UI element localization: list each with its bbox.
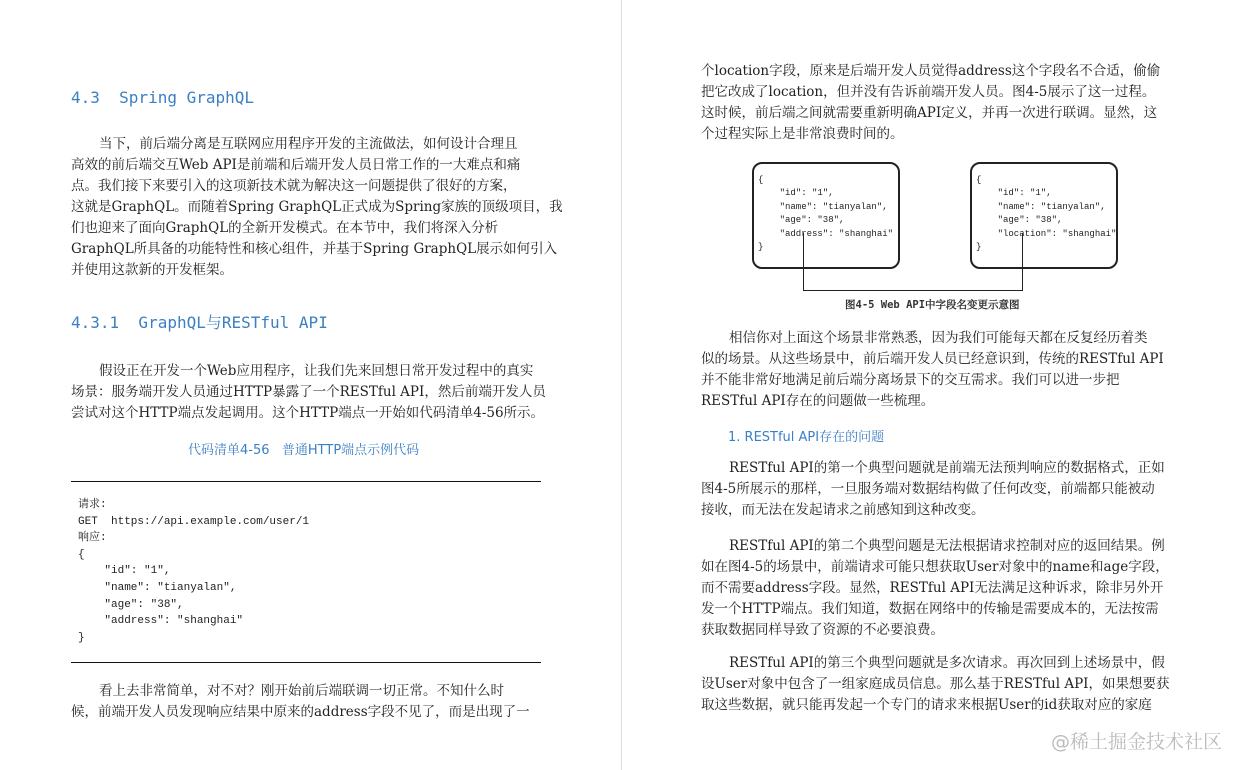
right-para-2 <box>701 328 1181 412</box>
text-line: 似的场景。从这些场景中，前后端开发人员已经意识到，传统的RESTful API <box>701 351 1164 367</box>
text-line: 点。我们接下来要引入的这项新技术就为解决这一问题提供了很好的方案， <box>71 178 517 194</box>
text-line: 个location字段，原来是后端开发人员觉得address这个字段名不合适，偷偷 <box>701 63 1161 79</box>
text-line: 相信你对上面这个场景非常熟悉，因为我们可能每天都在反复经历着类 <box>729 330 1148 346</box>
text-line: RESTful API的第二个典型问题是无法根据请求控制对应的返回结果。例 <box>729 538 1165 554</box>
text-line: 设User对象中包含了一组家庭成员信息。那么基于RESTful API，如果想要获 <box>701 676 1170 692</box>
text-line: RESTful API的第一个典型问题就是前端无法预判响应的数据格式，正如 <box>729 460 1165 476</box>
text-line: 发一个HTTP端点。我们知道，数据在网络中的传输是需要成本的，无法按需 <box>701 601 1159 617</box>
text-line: 看上去非常简单，对不对？刚开始前后端联调一切正常。不知什么时 <box>99 683 504 699</box>
listing-caption: 代码清单4-56 普通HTTP端点示例代码 <box>188 443 420 458</box>
problem-subheading: 1. RESTful API存在的问题 <box>728 430 885 445</box>
left-para-3 <box>71 681 551 723</box>
code-top-rule <box>71 481 541 482</box>
subsection-heading: 4.3.1 GraphQL与RESTful API <box>71 313 328 332</box>
text-line: 接收，而无法在发起请求之前感知到这种改变。 <box>701 502 985 518</box>
right-para-4 <box>701 536 1181 641</box>
text-line: RESTful API的第三个典型问题就是多次请求。再次回到上述场景中，假 <box>729 655 1165 671</box>
right-para-5 <box>701 653 1181 716</box>
code-bottom-rule <box>71 662 541 663</box>
box-code-before: { "id": "1", "name": "tianyalan", "age": "38", "address": "shanghai" } <box>758 175 894 253</box>
text-line: 假设正在开发一个Web应用程序，让我们先来回想日常开发过程中的真实 <box>99 363 534 379</box>
right-para-3 <box>701 458 1181 521</box>
text-line: GraphQL所具备的功能特性和核心组件，并基于Spring GraphQL展示如何引入 <box>71 241 558 257</box>
figure-caption: 图4-5 Web API中字段名变更示意图 <box>845 299 1020 311</box>
box-code-after: { "id": "1", "name": "tianyalan", "age": "38", "location": "shanghai" } <box>976 175 1117 253</box>
text-line: 个过程实际上是非常浪费时间的。 <box>701 126 904 142</box>
text-line: 而不需要address字段。显然，RESTful API无法满足这种诉求，除非另外开 <box>701 580 1164 596</box>
text-line: 高效的前后端交互Web API是前端和后端开发人员日常工作的一大难点和痛 <box>71 157 521 173</box>
text-line: 这就是GraphQL。而随着Spring GraphQL正式成为Spring家族的顶级项目，我 <box>71 199 563 215</box>
text-line: 当下，前后端分离是互联网应用程序开发的主流做法，如何设计合理且 <box>99 136 518 152</box>
text-line: 如在图4-5的场景中，前端请求可能只想获取User对象中的name和age字段， <box>701 559 1169 575</box>
text-line: 获取数据同样导致了资源的不必要浪费。 <box>701 622 944 638</box>
watermark: @稀土掘金技术社区 <box>1050 731 1222 753</box>
text-line: 把它改成了location，但并没有告诉前端开发人员。图4-5展示了这一过程。 <box>701 84 1156 100</box>
text-line: RESTful API存在的问题做一些梳理。 <box>701 393 935 409</box>
left-para-2 <box>71 361 551 424</box>
page-divider <box>621 0 622 770</box>
text-line: 这时候，前后端之间就需要重新明确API定义，并再一次进行联调。显然，这 <box>701 105 1158 121</box>
text-line: 并使用这款新的开发框架。 <box>71 262 233 278</box>
text-line: 候，前端开发人员发现响应结果中原来的address字段不见了，而是出现了一 <box>71 704 530 720</box>
left-para-1 <box>71 134 563 281</box>
code-listing: 请求: GET https://api.example.com/user/1 响应: { "id": "1", "name": "tianyalan", "age": "38", "address": "shanghai" } <box>78 499 310 644</box>
text-line: 尝试对这个HTTP端点发起调用。这个HTTP端点一开始如代码清单4-56所示。 <box>71 405 545 421</box>
figure-connector <box>803 233 1023 291</box>
right-para-1 <box>701 61 1181 145</box>
text-line: 场景：服务端开发人员通过HTTP暴露了一个RESTful API，然后前端开发人员 <box>71 384 546 400</box>
text-line: 并不能非常好地满足前后端分离场景下的交互需求。我们可以进一步把 <box>701 372 1120 388</box>
section-heading: 4.3 Spring GraphQL <box>71 88 255 107</box>
text-line: 图4-5所展示的那样，一旦服务端对数据结构做了任何改变，前端都只能被动 <box>701 481 1155 497</box>
text-line: 们也迎来了面向GraphQL的全新开发模式。在本节中，我们将深入分析 <box>71 220 499 236</box>
text-line: 取这些数据，就只能再发起一个专门的请求来根据User的id获取对应的家庭 <box>701 697 1152 713</box>
